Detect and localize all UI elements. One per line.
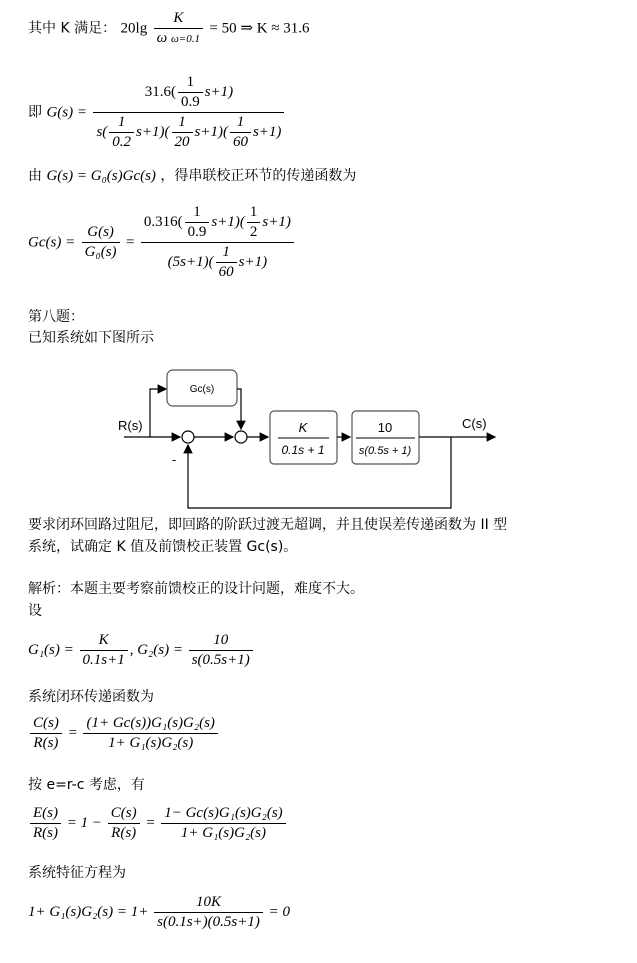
frac-d: 1+ G₁(s)G₂(s) [180,825,266,841]
err-eq2: = [145,814,156,831]
frac-n: 1 [247,204,261,223]
gc-num-a: 0.316( [143,213,183,230]
k-numerator: K [154,10,203,29]
frac-d: R(s) [33,735,59,751]
frac-n: 1 [216,244,237,263]
gc-numerator [141,204,294,243]
frac-d: 20 [174,134,190,150]
char-rhs: = 0 [268,903,290,920]
gc-num-b: s+1)( [211,213,245,230]
requirement-line-2: 系统，试确定 K 值及前馈校正装置 Gc(s)。 [28,539,298,555]
gs-fraction [93,74,284,151]
cl-rhs-fraction [83,715,217,752]
problem-intro: 已知系统如下图所示 [28,330,154,346]
g1-denominator: 0.1s + 1 [281,443,325,457]
frac-n: 1 [178,74,203,93]
frac-n: K [80,632,128,651]
k-condition-line [28,10,310,47]
gs-numerator [93,74,284,113]
gc-denominator [141,243,294,281]
omega-subscript: ω=0.1 [171,33,200,45]
frac-n: 1 [109,114,134,133]
closed-loop-equation [28,715,220,752]
cl-lhs-fraction [30,715,62,752]
gc-num-c: s+1) [262,213,291,230]
frac-d: 0.9 [180,94,200,110]
output-label: C(s) [462,416,487,431]
gs-den-tail: s+1) [252,123,282,140]
gc-den-a: (5s+1)( [167,253,214,270]
frac-n: 1− Gc(s)G₁(s)G₂(s) [161,805,285,824]
frac-d: 0.2 [112,134,132,150]
g1-lhs: G₁(s) = [28,641,74,658]
series-correction-line [28,165,356,185]
err-lhs-fraction [30,805,61,842]
gs-den-frac3 [230,114,251,151]
gs-expression [28,74,286,151]
gs-lhs: G(s) = [46,104,87,121]
gc-den-b: s+1) [238,253,268,270]
gs-num-inner-frac [178,74,203,111]
g1-numerator: K [298,420,308,435]
series-prefix: 由 [28,168,42,184]
frac-d: R(s) [33,825,58,841]
frac-n: 10K [154,894,263,913]
g2-fraction [189,632,253,669]
err-eq1: = 1 − [66,814,102,831]
char-equation [28,894,290,931]
k-condition-eq-head: 20lg [120,20,148,37]
requirement-line-1: 要求闭环回路过阻尼，即回路的阶跃过渡无超调，并且使误差传递函数为 II 型 [28,517,508,533]
gs-num-tail: s+1) [204,83,234,100]
k-over-omega-fraction [154,10,203,47]
frac-n: 1 [230,114,251,133]
char-title: 系统特征方程为 [28,865,126,881]
frac-d: 60 [218,264,234,280]
gs-den-a: s( [96,123,108,140]
gs-denominator [93,113,284,151]
analysis-line-2: 设 [28,603,42,619]
gs-prefix: 即 [28,104,42,121]
frac-d: R(s) [111,825,137,841]
gc-num-frac2 [247,204,261,241]
gc-expression [28,204,296,281]
g2-numerator: 10 [377,420,393,435]
gc-main-fraction [141,204,294,281]
analysis-line-1: 解析：本题主要考察前馈校正的设计问题，难度不大。 [28,581,364,597]
frac-d: s(0.1s+)(0.5s+1) [157,914,260,930]
frac-n: 1 [172,114,193,133]
error-equation [28,805,288,842]
frac-n: C(s) [30,715,62,734]
frac-d: 0.9 [187,224,207,240]
frac-n: 1 [185,204,210,223]
gc-ratio-num: G(s) [82,224,120,243]
summing-junction-1 [182,431,194,443]
gc-ratio-fraction [82,224,120,261]
series-suffix: ，得串联校正环节的传递函数为 [160,168,357,184]
gs-den-mid2: s+1)( [194,123,228,140]
block-diagram [0,360,637,520]
g2-denominator: s(0.5s + 1) [358,445,412,457]
error-title: 按 e=r-c 考虑，有 [28,777,145,793]
gc-ratio-den: G₀(s) [84,244,117,260]
omega-denominator [154,29,203,47]
frac-d: 2 [249,224,258,240]
summing-junction-2 [235,431,247,443]
g1-fraction [80,632,128,669]
char-lhs: 1+ G₁(s)G₂(s) = 1+ [28,903,149,920]
series-eq: G(s) = G₀(s)Gc(s) [46,168,156,184]
gc-lhs: Gc(s) = [28,234,76,251]
frac-d: 60 [232,134,248,150]
gc-den-frac [216,244,237,281]
frac-n: C(s) [108,805,140,824]
problem-title: 第八题： [28,309,84,325]
gc-block-label: Gc(s) [189,384,215,395]
gc-num-frac1 [185,204,210,241]
closed-loop-title: 系统闭环传递函数为 [28,689,154,705]
k-condition-rhs: = 50 ⇒ K ≈ 31.6 [209,20,310,37]
frac-d: 1+ G₁(s)G₂(s) [108,735,194,751]
gs-den-frac2 [172,114,193,151]
frac-d: 0.1s+1 [82,652,125,668]
gs-den-mid1: s+1)( [136,123,170,140]
g2-lhs: , G₂(s) = [129,641,183,658]
frac-n: 10 [189,632,253,651]
err-mid-fraction [108,805,140,842]
frac-d: s(0.5s+1) [191,652,250,668]
input-label: R(s) [118,418,143,433]
gc-equals: = [125,234,135,251]
k-condition-prefix: 其中 K 满足： [28,20,117,37]
gs-num-a: 31.6( [144,83,176,100]
gs-den-frac1 [109,114,134,151]
minus-sign: - [172,452,177,467]
char-fraction [154,894,263,931]
err-rhs-fraction [161,805,285,842]
frac-n: E(s) [30,805,61,824]
cl-equals: = [67,724,78,741]
g1-g2-definition [28,632,255,669]
omega-symbol: ω [156,30,168,46]
frac-n: (1+ Gc(s))G₁(s)G₂(s) [83,715,217,734]
